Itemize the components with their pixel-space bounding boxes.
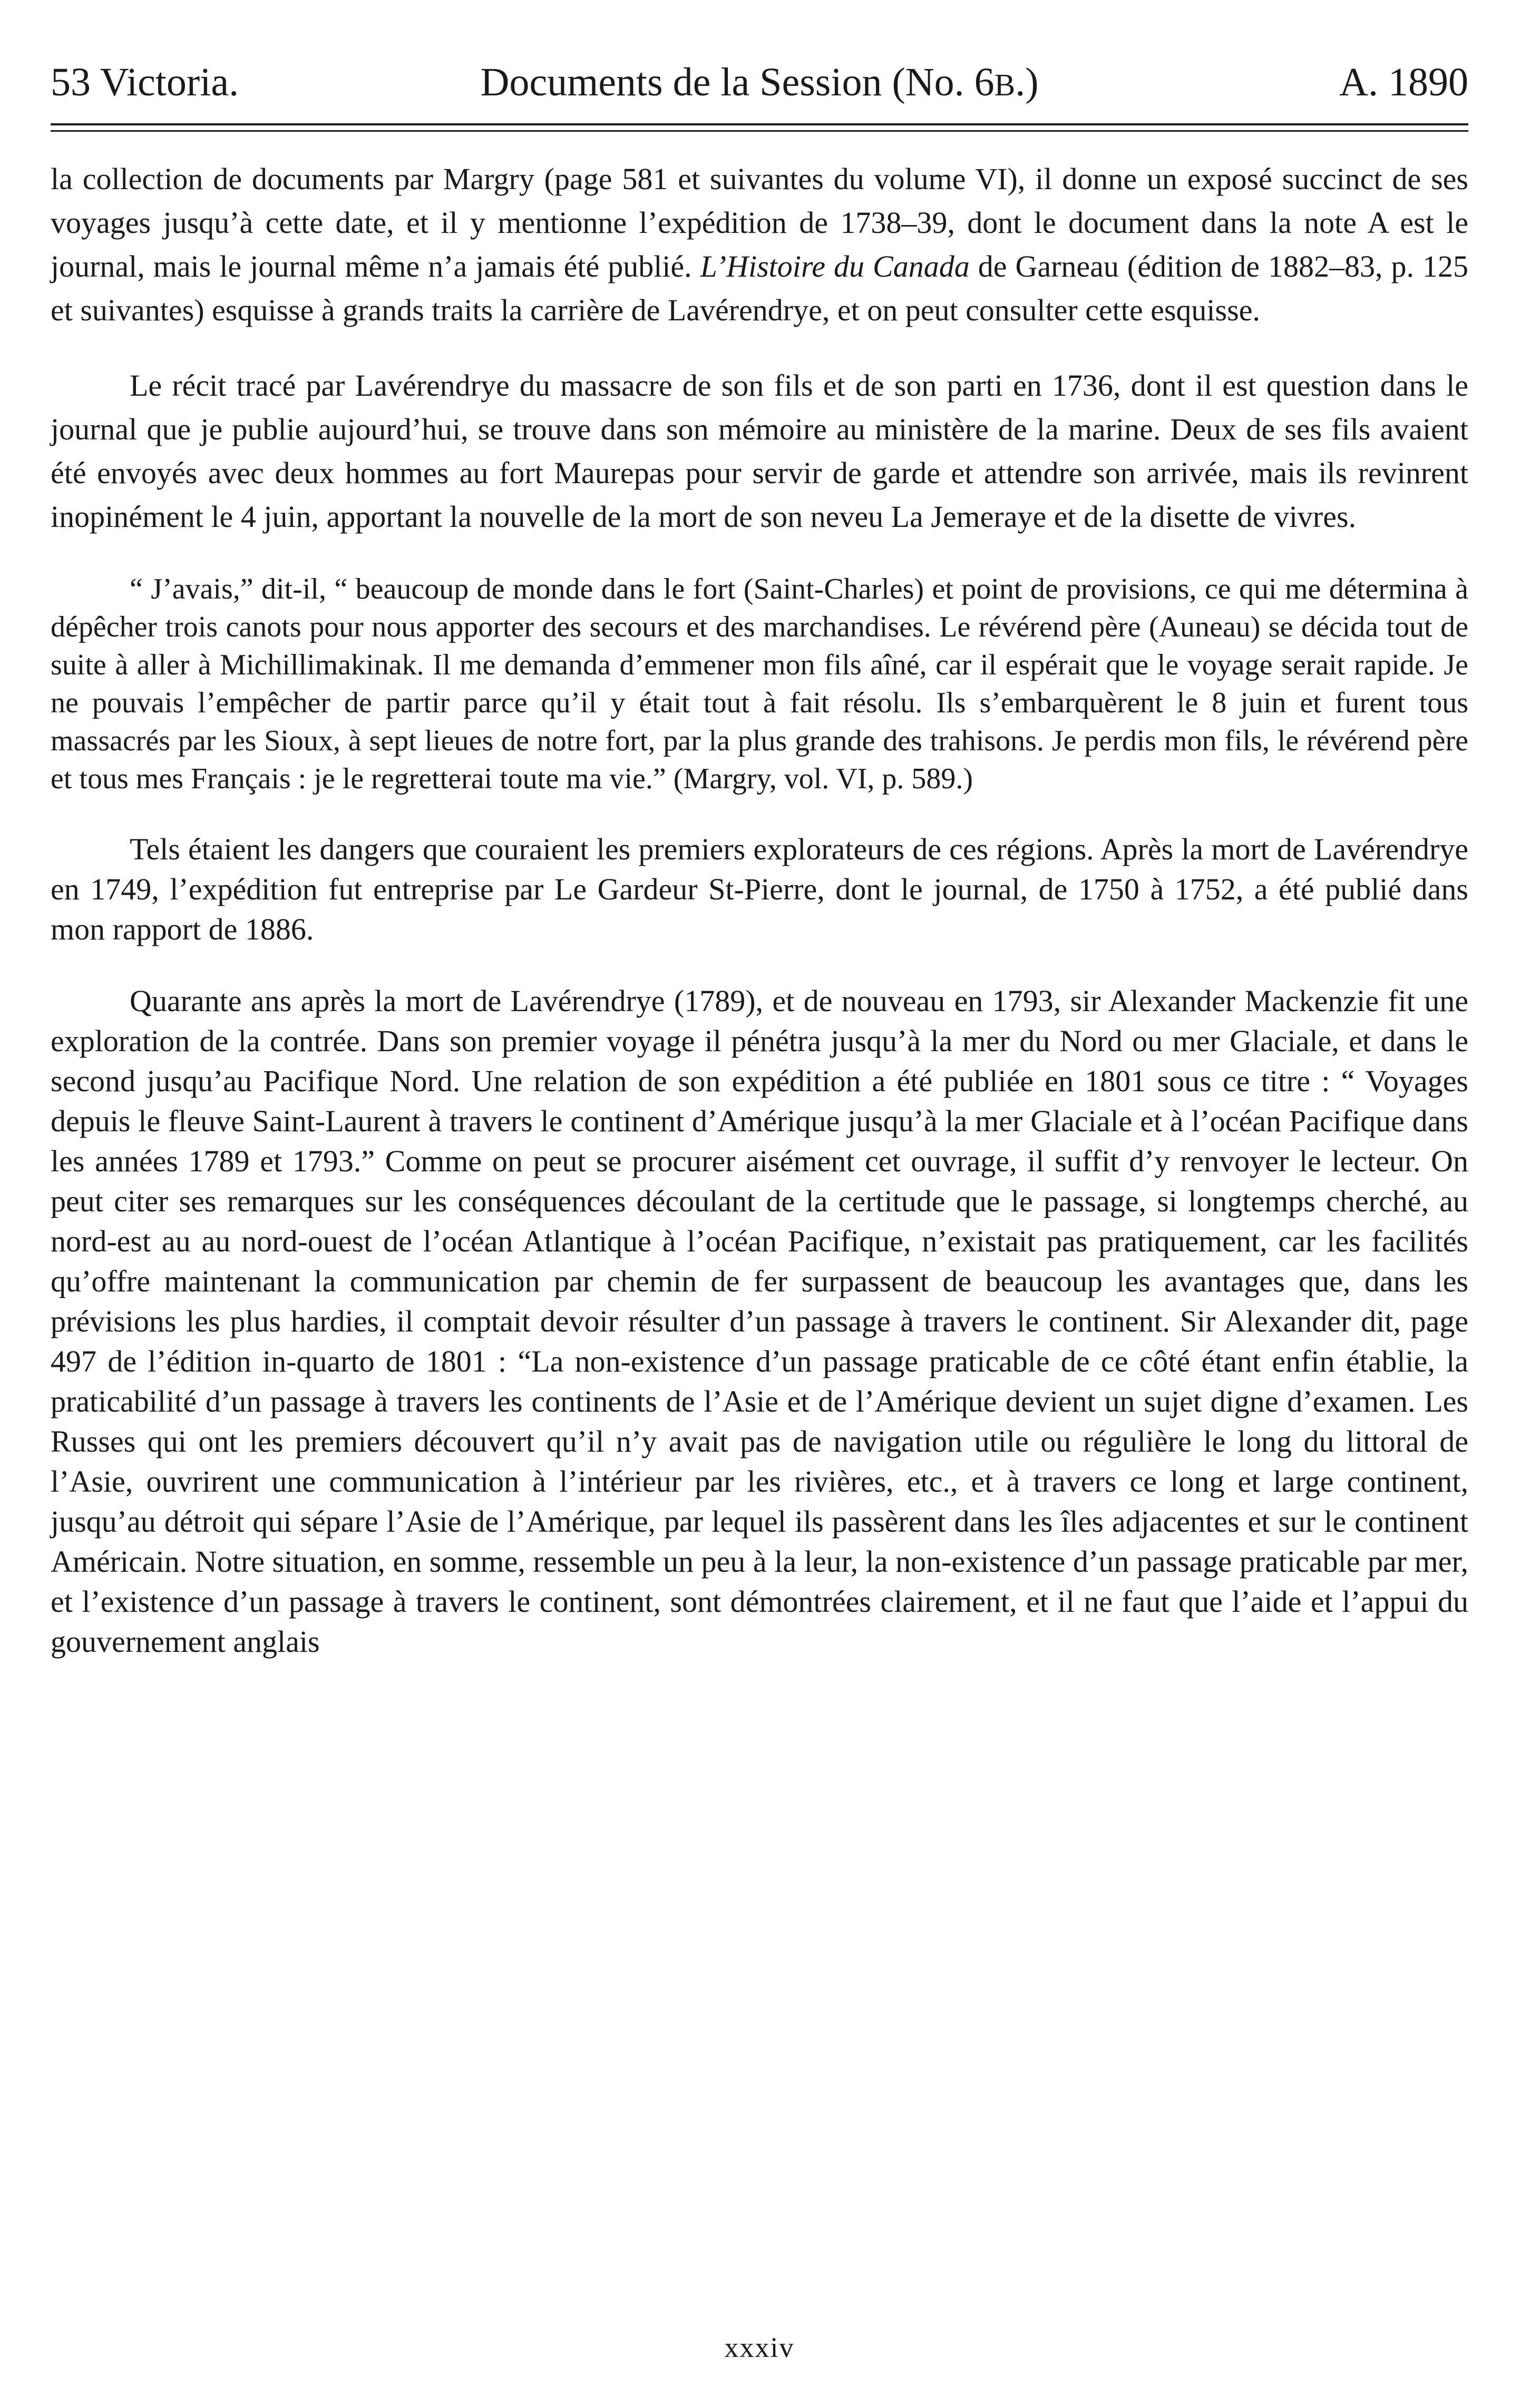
header-title-smallcap: B xyxy=(994,67,1016,102)
block-quote-laverendrye: “ J’avais,” dit-il, “ beaucoup de monde dans le fort (Saint-Charles) et point de provisions, ce qui me détermina à dépêcher trois canots pour nous apporter des secours et des marchandises. Le révérend père (Auneau) se décida tout de suite à aller à Michillimakinak. Il me demanda d’emmener mon fils aîné, car il espérait que le voyage serait rapide. Je ne pouvais l’empêcher de partir parce qu’il y était tout à fait résolu. Ils s’embarquèrent le 8 juin et furent tous massacrés par les Sioux, à sept lieues de notre fort, par la plus grande des trahisons. Je perdis mon fils, le révérend père et tous mes Français : je le regretterai toute ma vie.” (Margry, vol. VI, p. 589.) xyxy=(51,573,1468,795)
running-header xyxy=(51,51,1468,114)
header-title-suffix: .) xyxy=(1015,60,1039,104)
body-text xyxy=(51,157,1468,1662)
book-title-italic: L’Histoire du Canada xyxy=(700,249,970,283)
document-page xyxy=(51,51,1468,2369)
header-title-prefix: Documents de la Session (No. 6 xyxy=(480,60,995,104)
header-title xyxy=(51,51,1468,116)
header-volume: 53 Victoria. xyxy=(51,60,239,104)
paragraph-dangers: Tels étaient les dangers que couraient les premiers explorateurs de ces régions. Après la mort de Lavérendrye en 1749, l’expédition fut entreprise par Le Gardeur St-Pierre, dont le journal, de 1750 à 1752, a été publié dans mon rapport de 1886. xyxy=(51,832,1468,946)
page-folio: xxxiv xyxy=(724,2332,795,2363)
header-double-rule xyxy=(51,123,1468,132)
paragraph-1-rest: de Garneau (édition de 1882–83, p. 125 et suivantes) esquisse à grands traits la carrière de Lavérendrye, et on peut consulter cette esquisse. xyxy=(51,249,1469,327)
paragraph-mackenzie: Quarante ans après la mort de Lavérendrye (1789), et de nouveau en 1793, sir Alexander Mackenzie fit une exploration de la contrée. Dans son premier voyage il pénétra jusqu’à la mer du Nord ou mer Glaciale, et dans le second jusqu’au Pacifique Nord. Une relation de son expédition a été publiée en 1801 sous ce titre : “ Voyages depuis le fleuve Saint-Laurent à travers le continent d’Amérique jusqu’à la mer Glaciale et à l’océan Pacifique dans les années 1789 et 1793.” Comme on peut se procurer aisément cet ouvrage, il suffit d’y renvoyer le lecteur. On peut citer ses remarques sur les conséquences découlant de la certitude que le passage, si longtemps cherché, au nord-est au au nord-ouest de l’océan Atlantique à l’océan Pacifique, n’existait pas pratiquement, car les facilités qu’offre maintenant la communication par chemin de fer surpassent de beaucoup les avantages que, dans les prévisions les plus hardies, il comptait devoir résulter d’un passage à travers le continent. Sir Alexander dit, page 497 de l’édition in-quarto de 1801 : “La non-existence d’un passage praticable de ce côté étant enfin établie, la praticabilité d’un passage à travers les continents de l’Asie et de l’Amérique devient un sujet digne d’examen. Les Russes qui ont les premiers découvert qu’il n’y avait pas de navigation utile ou régulière le long du littoral de l’Asie, ouvrirent une communication à l’intérieur par les rivières, etc., et à travers ce long et large continent, jusqu’au détroit qui sépare l’Asie de l’Amérique, par lequel ils passèrent dans les îles adjacentes et sur le continent Américain. Notre situation, en somme, ressemble un peu à la leur, la non-existence d’un passage praticable par mer, et l’existence d’un passage à travers le continent, sont démontrées clairement, et il ne faut que l’aide et l’appui du gouvernement anglais xyxy=(51,984,1468,1659)
header-year: A. 1890 xyxy=(1339,60,1468,104)
paragraph-1-text: la collection de documents par Margry (page 581 et suivantes du volume VI), il donne un exposé succinct de ses voyages jusqu’à cette date, et il y mentionne l’expédition de 1738–39, dont le document dans la note A est le journal, mais le journal même n’a jamais été publié. xyxy=(51,162,1468,283)
header-rule-bottom xyxy=(51,130,1468,132)
header-rule-top xyxy=(51,123,1468,125)
paragraph-massacre: Le récit tracé par Lavérendrye du massacre de son fils et de son parti en 1736, dont il est question dans le journal que je publie aujourd’hui, se trouve dans son mémoire au ministère de la marine. Deux de ses fils avaient été envoyés avec deux hommes au fort Maurepas pour servir de garde et attendre son arrivée, mais ils revinrent inopinément le 4 juin, apportant la nouvelle de la mort de son neveu La Jemeraye et de la disette de vivres. xyxy=(51,368,1468,534)
paragraph-continuation xyxy=(51,157,1468,332)
